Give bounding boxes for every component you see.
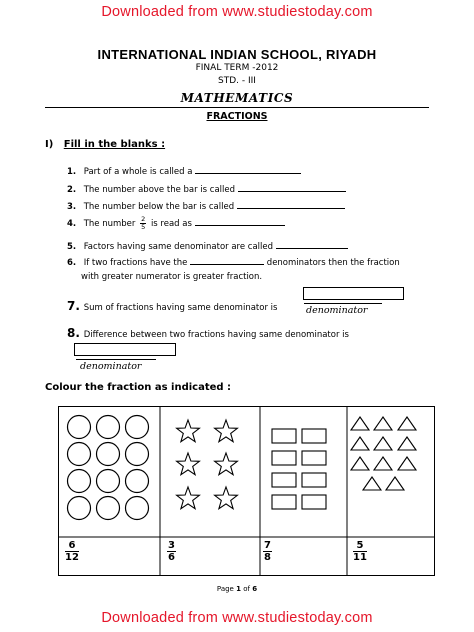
school-name: INTERNATIONAL INDIAN SCHOOL, RIYADH [97,47,377,62]
rectangle-shape[interactable] [272,495,296,509]
triangle-shape[interactable] [398,417,416,430]
star-shape[interactable] [177,453,200,475]
header-divider [45,107,429,108]
circle-shape[interactable] [126,416,149,439]
triangle-shape[interactable] [363,477,381,490]
triangle-shape[interactable] [374,417,392,430]
circle-shape[interactable] [126,497,149,520]
fraction-label-rectangles: $\frac{7}{8}$ [264,540,271,563]
answer-blank[interactable] [190,256,264,265]
star-shape[interactable] [177,487,200,509]
answer-blank[interactable] [237,200,345,209]
denominator-label: denominator [80,361,142,372]
circle-shape[interactable] [97,416,120,439]
circle-shape[interactable] [126,470,149,493]
denominator-label: denominator [306,305,368,316]
triangle-shape[interactable] [386,477,404,490]
circle-shape[interactable] [126,443,149,466]
triangle-shape[interactable] [374,437,392,450]
rectangle-shape[interactable] [272,451,296,465]
section-roman: I) [45,139,54,150]
inline-fraction: $\frac{2}{5}$ [141,215,146,231]
answer-blank[interactable] [276,240,348,249]
question-4: 4. The number $\frac{2}{5}$ is read as [67,216,285,231]
fraction-bar [304,303,382,304]
circle-shape[interactable] [68,497,91,520]
fraction-label-stars: $\frac{3}{6}$ [168,540,175,563]
triangle-shape[interactable] [351,457,369,470]
rectangle-group [272,429,326,509]
fraction-grid [58,406,435,576]
rectangle-shape[interactable] [302,495,326,509]
triangle-shape[interactable] [374,457,392,470]
star-shape[interactable] [215,453,238,475]
numerator-box[interactable] [74,343,176,356]
triangle-shape[interactable] [398,457,416,470]
question-3: 3. The number below the bar is called [67,200,345,212]
rectangle-shape[interactable] [272,473,296,487]
rectangle-shape[interactable] [302,429,326,443]
answer-blank[interactable] [195,217,285,226]
page-number: Page 1 of 6 [216,585,258,593]
subject-title: MATHEMATICS [180,91,294,105]
answer-blank[interactable] [195,165,301,174]
rectangle-shape[interactable] [302,451,326,465]
circle-shape[interactable] [68,470,91,493]
download-banner-top[interactable]: Downloaded from www.studiestoday.com [101,4,373,20]
question-6-line2: with greater numerator is greater fraction. [81,272,263,282]
question-5: 5. Factors having same denominator are called [67,240,348,252]
question-8: 8. Difference between two fractions having same denominator is [67,326,349,340]
download-banner-bottom[interactable]: Downloaded from www.studiestoday.com [101,610,373,626]
triangle-shape[interactable] [398,437,416,450]
circle-shape[interactable] [97,497,120,520]
rectangle-shape[interactable] [302,473,326,487]
star-shape[interactable] [215,487,238,509]
fraction-label-triangles: $\frac{5}{11}$ [353,540,367,563]
section-heading [45,139,165,150]
question-2: 2. The number above the bar is called [67,183,346,195]
class-standard: STD. - III [218,76,256,86]
numerator-box[interactable] [303,287,404,300]
fraction-label-circles: $\frac{6}{12}$ [65,540,79,563]
circle-shape[interactable] [68,443,91,466]
question-6: 6. If two fractions have the denominators then the fraction [67,258,400,268]
rectangle-shape[interactable] [272,429,296,443]
triangle-group [351,417,416,490]
section-title: Fill in the blanks : [63,139,166,150]
star-shape[interactable] [177,420,200,442]
colour-section-title: Colour the fraction as indicated : [45,382,232,393]
circle-shape[interactable] [97,470,120,493]
circle-group [68,416,149,520]
star-shape[interactable] [215,420,238,442]
shapes-canvas [59,407,434,575]
triangle-shape[interactable] [351,437,369,450]
triangle-shape[interactable] [351,417,369,430]
question-7: 7. Sum of fractions having same denominator is [67,299,278,313]
topic-title: FRACTIONS [206,111,268,122]
circle-shape[interactable] [68,416,91,439]
fraction-bar [76,359,156,360]
exam-term: FINAL TERM -2012 [195,63,279,73]
star-group [177,420,238,509]
question-1: 1. Part of a whole is called a [67,165,301,177]
answer-blank[interactable] [238,183,346,192]
circle-shape[interactable] [97,443,120,466]
